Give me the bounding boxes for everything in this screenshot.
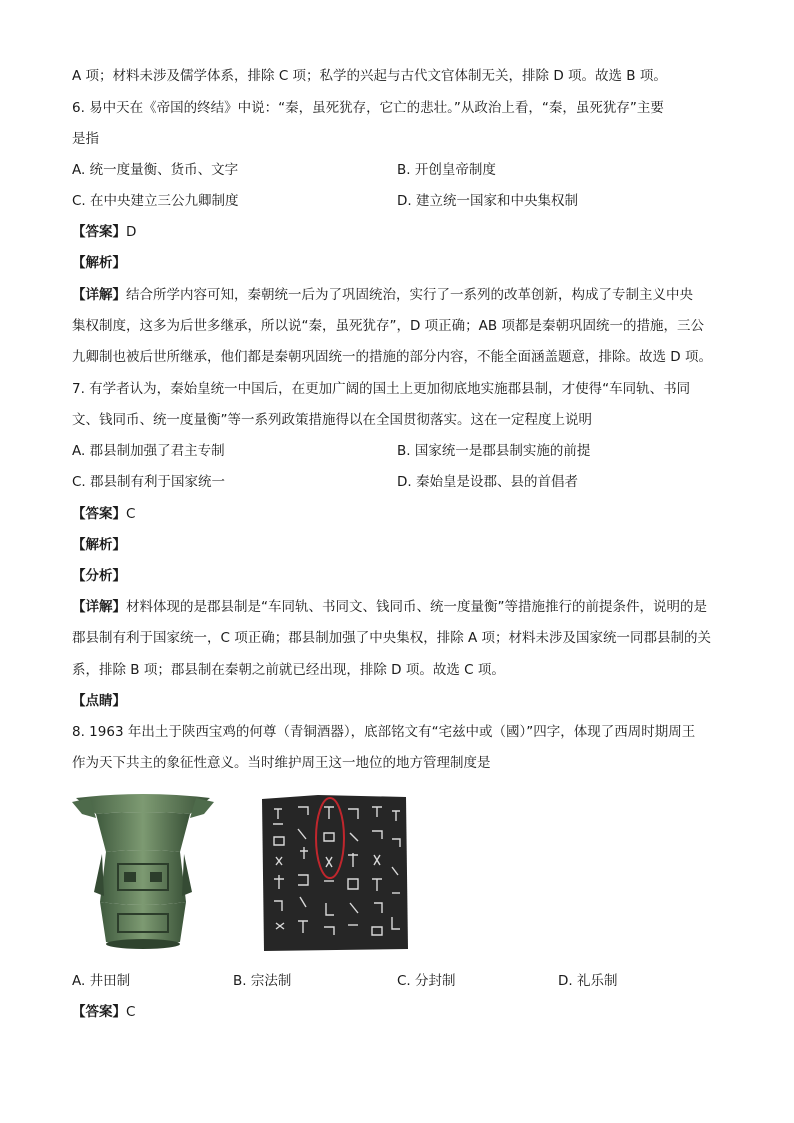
q8-option-d: D. 礼乐制 bbox=[558, 973, 618, 989]
q6-detail-2: 集权制度，这多为后世多继承，所以说“秦，虽死犹存”，D 项正确；AB 项都是秦朝巩固统一的措施，三公 bbox=[72, 318, 704, 334]
q7-option-a: A. 郡县制加强了君主专制 bbox=[72, 443, 225, 459]
answer-tag: 【答案】 bbox=[72, 224, 126, 240]
inscription-rubbing-icon bbox=[258, 793, 410, 953]
q7-highlight-tag: 【点睛】 bbox=[72, 693, 126, 709]
q8-stem-2: 作为天下共主的象征性意义。当时维护周王这一地位的地方管理制度是 bbox=[72, 755, 491, 771]
detail-tag: 【详解】 bbox=[72, 599, 126, 615]
q6-analysis-tag: 【解析】 bbox=[72, 255, 126, 271]
q6-detail-1 bbox=[72, 285, 724, 305]
q7-fenxi-tag: 【分析】 bbox=[72, 568, 126, 584]
q6-stem-1: 6. 易中天在《帝国的终结》中说：“秦，虽死犹存，它亡的悲壮。”从政治上看，“秦，虽死犹存”主要 bbox=[72, 100, 664, 116]
prev-answer-tail: A 项；材料未涉及儒学体系，排除 C 项；私学的兴起与古代文官体制无关，排除 D 项。故选 B 项。 bbox=[72, 68, 667, 84]
q7-detail-1 bbox=[72, 597, 724, 617]
he-zun-vessel-icon bbox=[72, 792, 214, 952]
bronze-vessel-image bbox=[72, 792, 214, 952]
answer-tag: 【答案】 bbox=[72, 506, 126, 522]
answer-value: D bbox=[126, 224, 137, 240]
q7-stem-1: 7. 有学者认为，秦始皇统一中国后，在更加广阔的国土上更加彻底地实施郡县制，才使得“车同轨、书同 bbox=[72, 381, 691, 397]
q6-option-d: D. 建立统一国家和中央集权制 bbox=[397, 193, 578, 209]
q6-stem-2: 是指 bbox=[72, 131, 99, 147]
q8-option-b: B. 宗法制 bbox=[233, 973, 292, 989]
q6-option-b: B. 开创皇帝制度 bbox=[397, 162, 496, 178]
detail-tag: 【详解】 bbox=[72, 287, 126, 303]
answer-value: C bbox=[126, 1004, 136, 1020]
q7-analysis-tag: 【解析】 bbox=[72, 537, 126, 553]
q8-answer bbox=[72, 1002, 724, 1022]
q7-answer bbox=[72, 504, 724, 524]
q7-stem-2: 文、钱同币、统一度量衡”等一系列政策措施得以在全国贯彻落实。这在一定程度上说明 bbox=[72, 412, 592, 428]
q6-option-a: A. 统一度量衡、货币、文字 bbox=[72, 162, 239, 178]
q8-option-c: C. 分封制 bbox=[397, 973, 456, 989]
q7-option-b: B. 国家统一是郡县制实施的前提 bbox=[397, 443, 591, 459]
q7-option-c: C. 郡县制有利于国家统一 bbox=[72, 474, 226, 490]
inscription-rubbing-image bbox=[258, 793, 410, 953]
q6-option-c: C. 在中央建立三公九卿制度 bbox=[72, 193, 239, 209]
q7-detail-3: 系，排除 B 项；郡县制在秦朝之前就已经出现，排除 D 项。故选 C 项。 bbox=[72, 662, 505, 678]
detail-text: 结合所学内容可知，秦朝统一后为了巩固统治，实行了一系列的改革创新，构成了专制主义中央 bbox=[126, 287, 693, 303]
q6-answer bbox=[72, 222, 724, 242]
answer-value: C bbox=[126, 506, 136, 522]
answer-tag: 【答案】 bbox=[72, 1004, 126, 1020]
q6-detail-3: 九卿制也被后世所继承，他们都是秦朝巩固统一的措施的部分内容，不能全面涵盖题意，排除。故选 D 项。 bbox=[72, 349, 712, 365]
q8-option-a: A. 井田制 bbox=[72, 973, 131, 989]
q8-stem-1: 8. 1963 年出土于陕西宝鸡的何尊（青铜酒器），底部铭文有“宅兹中或（國）”四字，体现了西周时期周王 bbox=[72, 724, 696, 740]
q7-detail-2: 郡县制有利于国家统一，C 项正确；郡县制加强了中央集权，排除 A 项；材料未涉及国家统一同郡县制的关 bbox=[72, 630, 712, 646]
q7-option-d: D. 秦始皇是设郡、县的首倡者 bbox=[397, 474, 578, 490]
detail-text: 材料体现的是郡县制是“车同轨、书同文、钱同币、统一度量衡”等措施推行的前提条件，说明的是 bbox=[126, 599, 707, 615]
